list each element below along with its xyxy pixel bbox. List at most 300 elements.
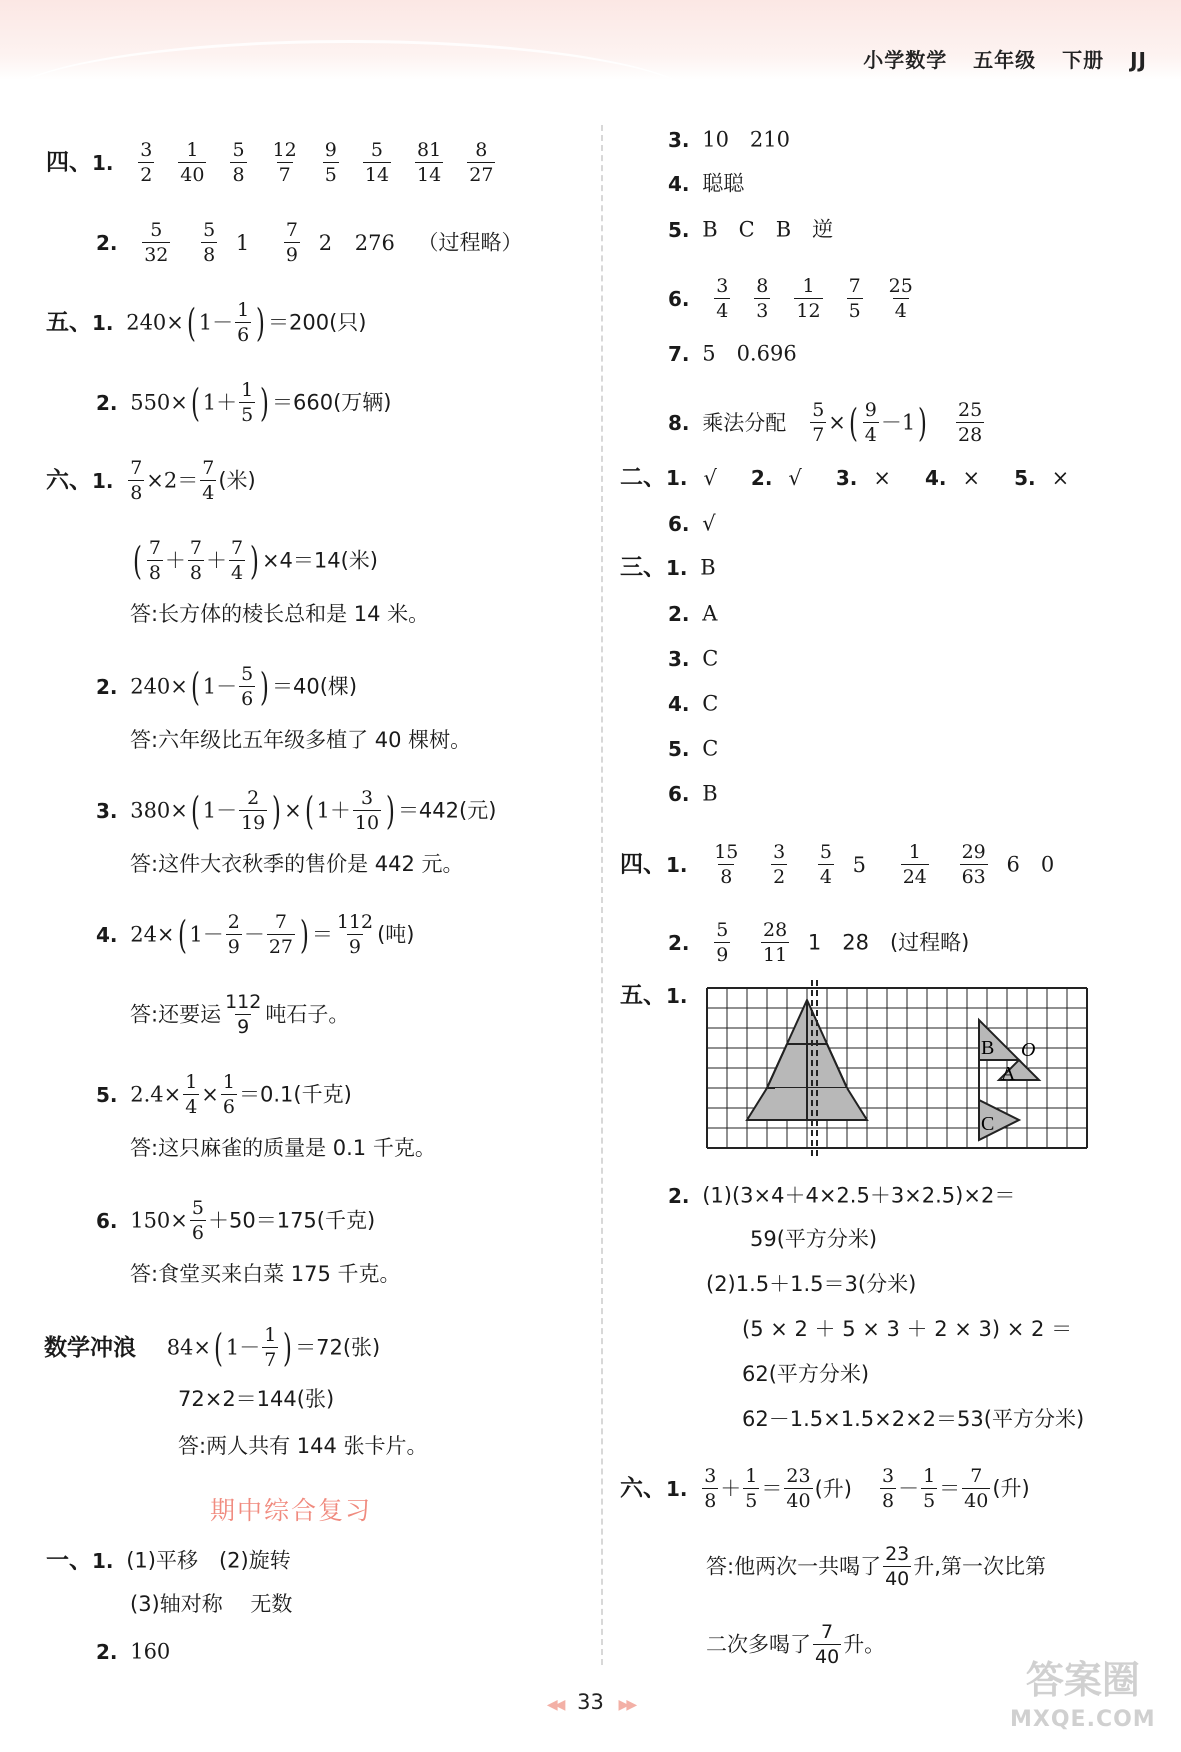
fraction xyxy=(284,220,300,265)
value: 1 xyxy=(235,230,250,255)
label-b: B xyxy=(981,1037,995,1059)
denominator: 5 xyxy=(923,1490,936,1512)
judge-mark: √ xyxy=(788,466,802,491)
right-s2 xyxy=(620,462,1103,492)
paren-open: ( xyxy=(304,788,314,833)
denominator: 2 xyxy=(773,866,786,888)
numerator: 15 xyxy=(714,841,739,863)
numerator: 7 xyxy=(202,457,215,479)
numerator: 1 xyxy=(237,299,250,321)
answer-text xyxy=(706,1544,1046,1589)
question-number: 3. xyxy=(668,646,690,671)
value: 160 xyxy=(130,1639,171,1664)
numerator: 1 xyxy=(802,275,815,297)
numerator: 112 xyxy=(225,991,262,1013)
left-s1-q2 xyxy=(96,1636,170,1666)
fraction xyxy=(239,788,267,833)
label-c: C xyxy=(981,1113,995,1135)
question-number: 1. xyxy=(666,852,688,877)
answer-part: 升,第一次比第 xyxy=(913,1554,1046,1579)
numerator: 1 xyxy=(222,1071,235,1093)
fraction xyxy=(714,920,730,965)
numerator: 5 xyxy=(716,919,729,941)
question-number: 1. xyxy=(666,466,688,491)
paren-open: ( xyxy=(190,380,200,425)
numerator: 7 xyxy=(231,537,244,559)
numerator: 1 xyxy=(908,841,921,863)
fraction xyxy=(921,1466,937,1511)
value: 1 28 (过程略) xyxy=(807,930,970,955)
expr: 1＋ xyxy=(202,390,238,415)
numerator: 1 xyxy=(241,379,254,401)
prev-arrow-icon: ◀◀ xyxy=(546,1697,563,1713)
unit: (升) xyxy=(814,1476,852,1501)
denominator: 63 xyxy=(961,866,986,888)
question-number: 2. xyxy=(750,466,773,491)
section-label: 二、 xyxy=(620,464,666,491)
fraction xyxy=(353,788,381,833)
question-number: 1. xyxy=(666,983,688,1008)
right-s3-q4 xyxy=(668,688,718,718)
paren-open: ( xyxy=(190,664,200,709)
section-label: 五、 xyxy=(46,309,92,336)
edition: JJ xyxy=(1130,48,1147,72)
numerator: 3 xyxy=(773,841,786,863)
expr: × xyxy=(284,798,302,823)
denominator: 9 xyxy=(285,244,299,266)
denominator: 27 xyxy=(469,164,494,186)
left-s6-q6 xyxy=(96,1198,375,1243)
denominator: 10 xyxy=(354,812,380,834)
fraction-list xyxy=(702,275,927,322)
question-number: 5. xyxy=(668,217,690,242)
denominator: 14 xyxy=(364,164,390,186)
denominator: 8 xyxy=(189,562,203,584)
left-s5-q2 xyxy=(96,380,391,425)
section-label: 四、 xyxy=(46,149,92,176)
question-number: 2. xyxy=(96,390,118,415)
section-label: 六、 xyxy=(620,1475,666,1502)
numerator: 25 xyxy=(958,399,983,421)
fraction xyxy=(887,276,915,321)
right-s3-q3 xyxy=(668,643,718,673)
fraction xyxy=(335,912,375,957)
fraction xyxy=(813,1622,841,1667)
equals: ＝ xyxy=(939,1476,961,1501)
fraction xyxy=(239,380,255,425)
denominator: 5 xyxy=(745,1490,758,1512)
page-number: 33 xyxy=(577,1690,604,1714)
paren-open: ( xyxy=(213,1325,223,1370)
question-number: 6. xyxy=(668,781,690,806)
paren-open: ( xyxy=(186,300,196,345)
right-q3 xyxy=(668,124,790,154)
expr: 24× xyxy=(130,922,175,947)
right-s5-q2 xyxy=(668,1180,1015,1210)
minus: － xyxy=(898,1476,920,1501)
question-number: 3. xyxy=(668,127,690,152)
numerator: 1 xyxy=(185,1071,198,1093)
fraction xyxy=(794,276,822,321)
right-s5-q1 xyxy=(620,980,694,1010)
value: 276 xyxy=(354,230,395,255)
fraction xyxy=(200,458,216,503)
denominator: 4 xyxy=(819,866,832,888)
judge-mark: × xyxy=(873,466,891,491)
unit: (吨) xyxy=(377,922,415,947)
volume: 下册 xyxy=(1062,48,1105,72)
numerator: 2 xyxy=(247,787,260,809)
fraction xyxy=(363,140,391,185)
paren-open: ( xyxy=(848,400,858,445)
answer-text: 答:长方体的棱长总和是 14 米。 xyxy=(130,602,430,626)
question-number: 4. xyxy=(924,466,947,491)
answer-part: 答:他两次一共喝了 xyxy=(706,1554,882,1579)
expr: 1－ xyxy=(202,798,238,823)
judge-mark: √ xyxy=(703,466,717,491)
question-number: 1. xyxy=(666,1476,688,1501)
fraction xyxy=(221,1072,237,1117)
right-q6 xyxy=(668,276,927,321)
expr: ×2＝ xyxy=(146,468,199,493)
left-s6-q2 xyxy=(96,664,357,709)
question-number: 5. xyxy=(96,1082,118,1107)
question-number: 2. xyxy=(96,230,118,255)
expr: 150× xyxy=(130,1208,188,1233)
value: 5 xyxy=(852,852,867,877)
right-s3 xyxy=(620,552,716,582)
section-label: 一、 xyxy=(46,1547,92,1574)
value: 聪聪 xyxy=(702,171,745,196)
paren-close: ) xyxy=(260,380,270,425)
result: ＝442(元) xyxy=(397,798,497,823)
denominator: 40 xyxy=(786,1490,811,1512)
calc-line: 62－1.5×1.5×2×2＝53(平方分米) xyxy=(742,1407,1085,1431)
next-arrow-icon: ▶▶ xyxy=(618,1697,635,1713)
paren-open: ( xyxy=(190,788,200,833)
grid-lines xyxy=(707,988,1087,1148)
judge-mark: × xyxy=(962,466,981,491)
judge-mark: × xyxy=(1051,466,1070,491)
numerator: 1 xyxy=(186,139,199,161)
result: ＝72(张) xyxy=(295,1335,381,1360)
numerator: 2 xyxy=(227,911,240,933)
section-label: 四、 xyxy=(620,851,666,878)
answer-text: (3)轴对称 无数 xyxy=(130,1592,293,1616)
section-label: 三、 xyxy=(620,554,666,581)
fraction xyxy=(271,140,299,185)
expr: －1 xyxy=(880,410,916,435)
fraction xyxy=(863,400,879,445)
fraction xyxy=(962,1466,990,1511)
fraction xyxy=(771,842,787,887)
value: C xyxy=(702,691,719,716)
question-number: 3. xyxy=(96,798,118,823)
numerator: 25 xyxy=(888,275,913,297)
denominator: 40 xyxy=(885,1568,910,1590)
answer-text xyxy=(130,992,349,1037)
left-s6-q1 xyxy=(46,458,256,503)
fraction xyxy=(323,140,339,185)
label-a: A xyxy=(1001,1063,1016,1085)
denominator: 8 xyxy=(881,1490,895,1512)
numerator: 7 xyxy=(821,1621,834,1643)
numerator: 23 xyxy=(786,1465,811,1487)
numerator: 9 xyxy=(864,399,877,421)
question-number: 2. xyxy=(668,1183,690,1208)
denominator: 3 xyxy=(756,300,769,322)
question-number: 8. xyxy=(668,410,690,435)
expr: 1＋ xyxy=(316,798,351,823)
expr: 84× xyxy=(166,1335,212,1360)
fraction xyxy=(743,1466,759,1511)
question-number: 6. xyxy=(96,1208,118,1233)
numerator: 5 xyxy=(370,139,383,161)
result: ×4＝14(米) xyxy=(261,548,379,573)
numerator: 7 xyxy=(148,537,161,559)
math-wave xyxy=(44,1325,380,1370)
fraction xyxy=(761,920,789,965)
answer-text: 答:这只麻雀的质量是 0.1 千克。 xyxy=(130,1136,436,1160)
unit: (米) xyxy=(218,468,256,493)
grade: 五年级 xyxy=(973,48,1037,72)
fraction xyxy=(714,276,730,321)
numerator: 3 xyxy=(716,275,729,297)
denominator: 9 xyxy=(348,936,362,958)
result: ＝200(只) xyxy=(268,310,367,335)
paren-close: ) xyxy=(272,788,282,833)
paren-close: ) xyxy=(283,1325,293,1370)
result: ＋50＝175(千克) xyxy=(207,1208,376,1233)
denominator: 32 xyxy=(144,244,169,266)
denominator: 4 xyxy=(894,300,907,322)
calc-line: 59(平方分米) xyxy=(750,1227,878,1251)
header-info xyxy=(845,44,1147,73)
expr: 1－ xyxy=(198,310,234,335)
denominator: 8 xyxy=(148,562,161,584)
question-number: 5. xyxy=(668,736,690,761)
answer-part: 吨石子。 xyxy=(265,1002,350,1027)
expr: 1－ xyxy=(225,1335,261,1360)
answer-text: 答:这件大衣秋季的售价是 442 元。 xyxy=(130,852,464,876)
numerator: 7 xyxy=(274,911,287,933)
paren-close: ) xyxy=(386,788,395,833)
numerator: 5 xyxy=(819,841,832,863)
left-s6-q1-line2 xyxy=(130,538,378,583)
right-s3-q2 xyxy=(668,598,717,628)
denominator: 14 xyxy=(417,164,442,186)
fraction xyxy=(818,842,834,887)
denominator: 4 xyxy=(202,482,215,504)
fraction xyxy=(901,842,929,887)
fraction xyxy=(128,458,144,503)
expr: 240× xyxy=(130,674,188,699)
fraction xyxy=(262,1325,278,1370)
value: A xyxy=(702,601,718,626)
numerator: 3 xyxy=(881,1465,895,1487)
numerator: 12 xyxy=(272,139,297,161)
header-swoosh xyxy=(0,40,700,103)
question-number: 6. xyxy=(668,286,690,311)
fraction xyxy=(183,1072,199,1117)
fraction xyxy=(883,1544,911,1589)
numerator: 9 xyxy=(324,139,337,161)
right-q7 xyxy=(668,338,797,368)
watermark xyxy=(1010,1660,1156,1740)
fraction xyxy=(810,400,826,445)
section-label: 六、 xyxy=(46,467,92,494)
paren-close: ) xyxy=(299,912,309,957)
fraction xyxy=(229,538,245,583)
fraction xyxy=(230,140,246,185)
numerator: 7 xyxy=(285,219,299,241)
paren-open: ( xyxy=(177,912,187,957)
calc-line: (5 × 2 ＋ 5 × 3 ＋ 2 × 3) × 2 ＝ xyxy=(742,1317,1073,1341)
denominator: 4 xyxy=(716,300,729,322)
question-number: 4. xyxy=(668,171,690,196)
right-s4-q2 xyxy=(668,920,969,965)
numerator: 5 xyxy=(191,1197,204,1219)
numerator: 5 xyxy=(812,399,825,421)
denominator: 7 xyxy=(812,424,825,446)
value: 2 xyxy=(318,230,333,255)
question-number: 2. xyxy=(668,930,690,955)
fraction xyxy=(415,140,443,185)
denominator: 12 xyxy=(796,300,821,322)
numerator: 1 xyxy=(923,1465,936,1487)
denominator: 40 xyxy=(815,1646,840,1668)
denominator: 9 xyxy=(237,1016,250,1038)
fraction xyxy=(178,140,206,185)
denominator: 9 xyxy=(227,936,240,958)
numerator: 7 xyxy=(970,1465,983,1487)
fraction xyxy=(754,276,770,321)
question-number: 1. xyxy=(92,150,114,175)
answer-text: 答:食堂买来白菜 175 千克。 xyxy=(130,1262,401,1286)
judge-list xyxy=(666,465,1103,489)
numerator: 29 xyxy=(961,841,986,863)
fraction xyxy=(226,912,242,957)
expr: 380× xyxy=(130,798,188,823)
denominator: 27 xyxy=(268,936,294,958)
minus: － xyxy=(243,922,265,947)
watermark-main: 答案圈 xyxy=(1025,1658,1140,1702)
question-number: 2. xyxy=(96,1639,118,1664)
denominator: 6 xyxy=(241,688,254,710)
expr: 2.4× xyxy=(130,1082,182,1107)
note: （过程略） xyxy=(417,230,523,255)
fraction xyxy=(235,300,251,345)
plus: ＋ xyxy=(164,548,186,573)
result: ＝660(万辆) xyxy=(272,390,392,415)
denominator: 8 xyxy=(704,1490,717,1512)
fraction xyxy=(142,220,170,265)
times: × xyxy=(201,1082,219,1107)
value: 6 0 xyxy=(1006,852,1055,877)
right-s3-q5 xyxy=(668,733,718,763)
denominator: 6 xyxy=(222,1096,235,1118)
fraction xyxy=(201,220,217,265)
numerator: 1 xyxy=(745,1465,758,1487)
denominator: 9 xyxy=(716,944,729,966)
question-number: 3. xyxy=(835,466,858,491)
denominator: 5 xyxy=(848,300,861,322)
answer-text: (1)平移 (2)旋转 xyxy=(126,1548,291,1573)
wave-line2: 72×2＝144(张) xyxy=(178,1387,335,1411)
denominator: 2 xyxy=(140,164,153,186)
fraction xyxy=(702,1466,718,1511)
right-s4-q1 xyxy=(620,842,1054,887)
fraction xyxy=(239,664,255,709)
left-s6-q4 xyxy=(96,912,415,957)
numerator: 5 xyxy=(232,139,245,161)
value: B C B 逆 xyxy=(702,217,834,242)
numerator: 7 xyxy=(848,275,861,297)
denominator: 24 xyxy=(902,866,927,888)
right-q5 xyxy=(668,214,833,244)
subject: 小学数学 xyxy=(863,48,948,72)
left-s4-q1 xyxy=(46,140,507,185)
question-number: 7. xyxy=(668,341,690,366)
calc-line: (1)(3×4＋4×2.5＋3×2.5)×2＝ xyxy=(702,1183,1016,1208)
answer-part: 二次多喝了 xyxy=(706,1632,811,1657)
section-label: 五、 xyxy=(620,982,666,1009)
fraction xyxy=(188,538,204,583)
value: C xyxy=(702,646,719,671)
fraction xyxy=(190,1198,206,1243)
denominator: 5 xyxy=(324,164,337,186)
equals: ＝ xyxy=(761,1476,783,1501)
paren-close: ) xyxy=(250,538,259,583)
right-s3-q6 xyxy=(668,778,718,808)
numerator: 112 xyxy=(336,911,374,933)
question-number: 1. xyxy=(92,1548,114,1573)
denominator: 7 xyxy=(264,1349,277,1371)
denominator: 6 xyxy=(237,324,250,346)
calc-line: 62(平方分米) xyxy=(742,1362,870,1386)
result: ＝40(棵) xyxy=(272,674,358,699)
paren-open: ( xyxy=(132,538,142,583)
equals: ＝ xyxy=(311,922,333,947)
numerator: 7 xyxy=(130,457,143,479)
fraction xyxy=(956,400,984,445)
denominator: 8 xyxy=(720,866,733,888)
value: 5 0.696 xyxy=(702,341,797,366)
question-number: 1. xyxy=(666,555,688,580)
unit: (升) xyxy=(992,1476,1030,1501)
section-title: 期中综合复习 xyxy=(210,1496,373,1525)
denominator: 40 xyxy=(180,164,205,186)
left-s6-q3 xyxy=(96,788,496,833)
section-label: 数学冲浪 xyxy=(44,1334,136,1361)
fraction xyxy=(467,140,495,185)
numerator: 8 xyxy=(756,275,769,297)
numerator: 3 xyxy=(140,139,153,161)
label-o: O xyxy=(1021,1039,1036,1061)
numerator: 28 xyxy=(762,919,788,941)
question-number: 2. xyxy=(96,674,118,699)
denominator: 40 xyxy=(964,1490,989,1512)
expr: 1－ xyxy=(202,674,238,699)
denominator: 5 xyxy=(241,404,254,426)
numerator: 5 xyxy=(241,663,254,685)
fraction xyxy=(147,538,163,583)
grid-figure xyxy=(703,980,1095,1156)
numerator: 8 xyxy=(475,139,488,161)
fraction xyxy=(267,912,295,957)
expr: 1－ xyxy=(189,922,224,947)
expr: 240× xyxy=(126,310,184,335)
